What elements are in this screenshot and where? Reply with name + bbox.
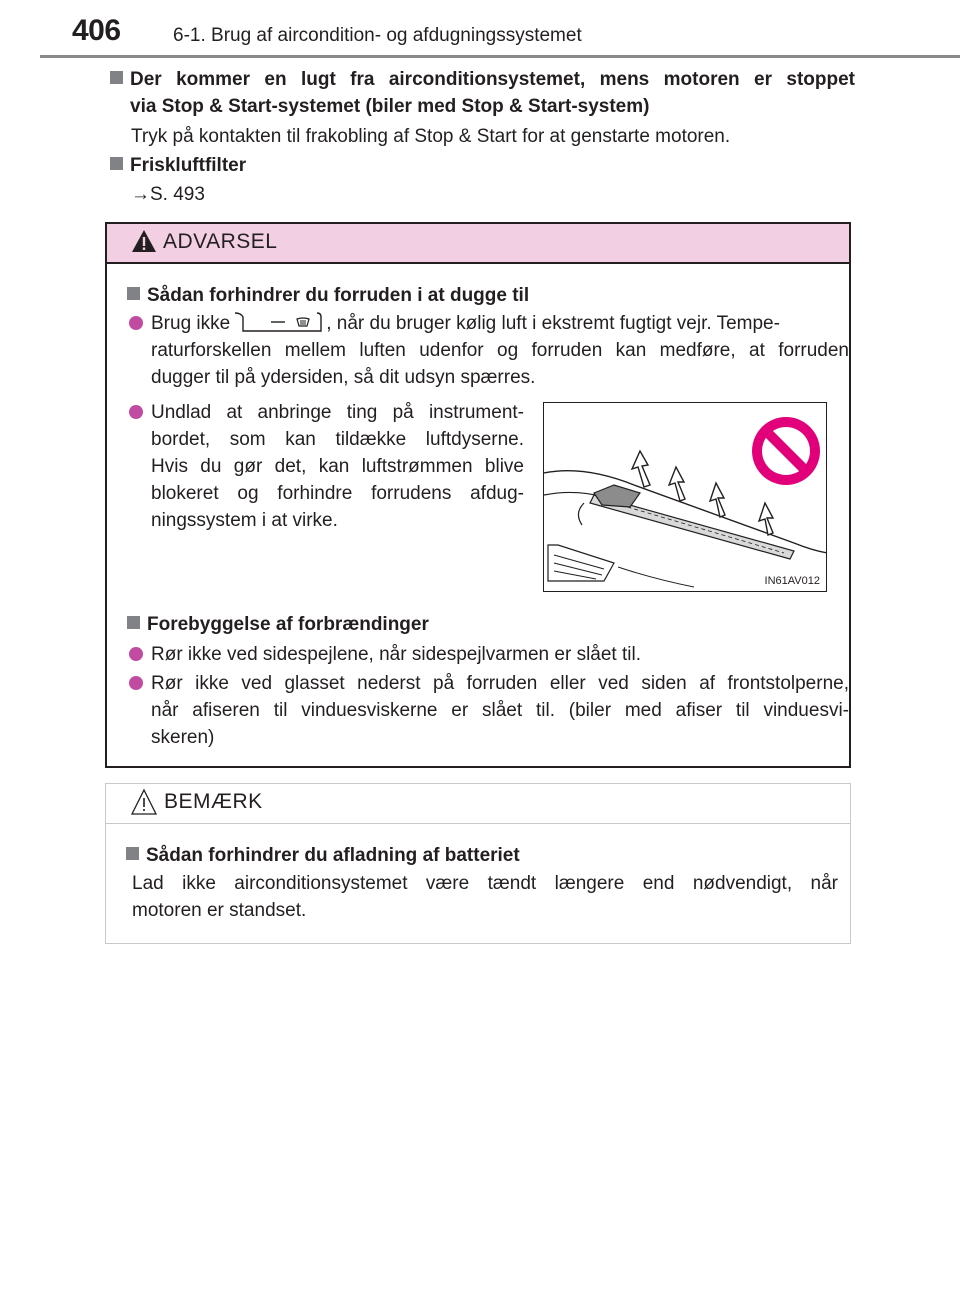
notice-title: BEMÆRK xyxy=(164,790,263,813)
arrow-right-icon: → xyxy=(131,184,150,205)
warning-bullet-dashboard: Undlad at anbringe ting på instrument- bordet, som kan tildække luftdyserne. Hvis du gør det, kan luftstrømmen blive blokeret og forhindre forrudens afdug- ningssystem i at virke. xyxy=(129,399,524,539)
bullet-dot xyxy=(129,647,143,661)
header-rule xyxy=(40,55,960,58)
bullet-dot xyxy=(129,676,143,690)
section-square-icon xyxy=(110,157,123,170)
dashboard-vent-blocked-icon xyxy=(544,403,827,592)
notice-item-title: Sådan forhindrer du afladning af batteriet xyxy=(126,842,520,869)
warning-bullet-mirrors: Rør ikke ved sidespejlene, når sidespejlvarmen er slået til. xyxy=(129,641,849,669)
bullet-dot xyxy=(129,316,143,330)
section-square-icon xyxy=(126,847,139,860)
section-square-icon xyxy=(127,287,140,300)
notice-body: Lad ikke airconditionsystemet være tændt længere end nødvendigt, når motoren er standset. xyxy=(132,873,838,921)
warning-bullet-windshield: Rør ikke ved glasset nederst på forruden eller ved siden af frontstolperne, når afiseren til vinduesviskerne er slået til. (biler med afiser til vinduesvi- skeren) xyxy=(129,670,849,754)
bullet-dot xyxy=(129,405,143,419)
page-reference: →S. 493 xyxy=(131,184,205,205)
notice-triangle-icon xyxy=(130,788,158,816)
warning-triangle-icon xyxy=(131,229,157,253)
recirculation-switch-icon xyxy=(233,311,323,333)
section-square-icon xyxy=(127,616,140,629)
warning-box xyxy=(105,222,851,768)
chapter-title: 6-1. Brug af aircondition- og afdugningssystemet xyxy=(173,25,582,46)
warning-header xyxy=(107,224,849,264)
dashboard-vents-illustration xyxy=(543,402,827,592)
section-square-icon xyxy=(110,71,123,84)
warning-item-defog: Sådan forhindrer du forruden i at dugge til xyxy=(127,282,529,309)
notice-box xyxy=(105,783,851,944)
warning-item-burns: Forebyggelse af forbrændinger xyxy=(127,611,429,638)
section-body-stop-start: Tryk på kontakten til frakobling af Stop & Start for at genstarte motoren. xyxy=(131,126,731,147)
warning-title: ADVARSEL xyxy=(163,230,278,253)
section-title-stop-start: Der kommer en lugt fra airconditionsystemet, mens motoren er stoppet via Stop & Start-systemet (biler med Stop & Start-system) xyxy=(110,66,855,120)
page-number: 406 xyxy=(72,14,121,47)
warning-bullet-defog: Brug ikke , når du bruger kølig luft i ekstremt fugtigt vejr. Tempe- raturforskellen mellem luften udenfor og forruden kan medføre, at forruden dugger til på ydersiden, så dit udsyn spærres. xyxy=(129,310,849,394)
notice-header xyxy=(106,784,850,824)
illustration-code: IN61AV012 xyxy=(764,575,820,587)
section-title-filter: Friskluftfilter xyxy=(110,152,855,179)
